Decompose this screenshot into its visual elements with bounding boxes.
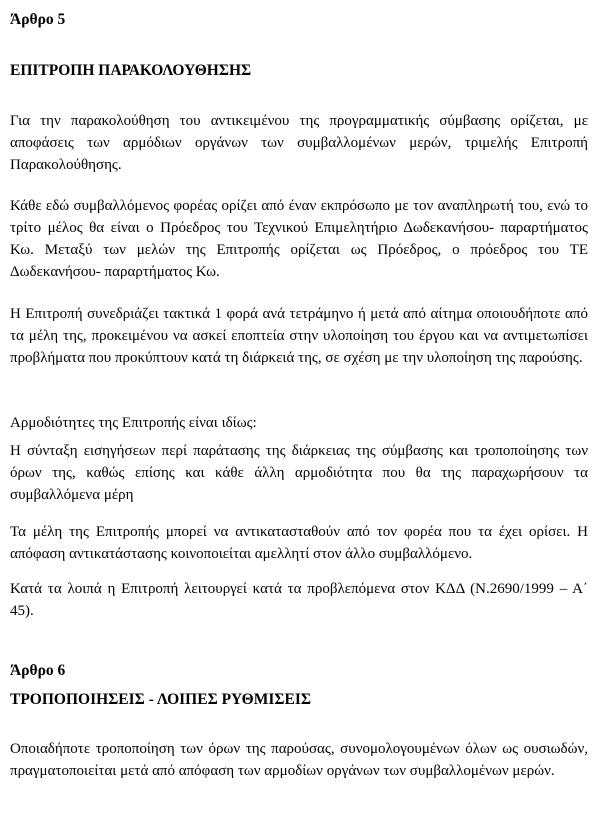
article-6-title: ΤΡΟΠΟΠΟΙΗΣΕΙΣ - ΛΟΙΠΕΣ ΡΥΘΜΙΣΕΙΣ <box>10 691 312 708</box>
article-6-paragraph-1: Οποιαδήποτε τροποποίηση των όρων της παρούσας, συνομολογουμένων όλων ως ουσιωδών, πραγματοποιείται μετά από απόφαση των αρμοδίων οργάνων των συμβαλλομένων μερών. <box>10 741 588 779</box>
article-5-paragraph-5: Η σύνταξη εισηγήσεων περί παράτασης της διάρκειας της σύμβασης και τροποποίησης των όρων της, καθώς επίσης και κάθε άλλη αρμοδιότητα που θα της παραχωρήσουν τα συμβαλλόμενα μέρη <box>10 443 588 503</box>
article-6-number: Άρθρο 6 <box>10 662 66 679</box>
article-5-paragraph-2: Κάθε εδώ συμβαλλόμενος φορέας ορίζει από έναν εκπρόσωπο με τον αναπληρωτή του, ενώ το τρίτο μέλος θα είναι ο Πρόεδρος του Τεχνικού Επιμελητήριο Δωδεκανήσου- παραρτήματος Κω. Μεταξύ των μελών της Επιτροπής ορίζεται ως Πρόεδρος, ο πρόεδρος του ΤΕ Δωδεκανήσου- παραρτήματος Κω. <box>10 198 588 280</box>
article-5-title: ΕΠΙΤΡΟΠΗ ΠΑΡΑΚΟΛΟΥΘΗΣΗΣ <box>10 62 252 79</box>
article-5-number: Άρθρο 5 <box>10 11 66 28</box>
article-5-paragraph-6: Τα μέλη της Επιτροπής μπορεί να αντικατασταθούν από τον φορέα που τα έχει ορίσει. Η απόφαση αντικατάστασης κοινοποιείται αμελλητί στον άλλο συμβαλλόμενο. <box>10 524 588 562</box>
article-5-paragraph-7: Κατά τα λοιπά η Επιτροπή λειτουργεί κατά τα προβλεπόμενα στον ΚΔΔ (Ν.2690/1999 – Α΄ 45). <box>10 581 588 619</box>
article-5-paragraph-1: Για την παρακολούθηση του αντικειμένου της προγραμματικής σύμβασης ορίζεται, με αποφάσεις των αρμόδιων οργάνων των συμβαλλομένων μερών, τριμελής Επιτροπή Παρακολούθησης. <box>10 113 588 173</box>
article-5-paragraph-4: Αρμοδιότητες της Επιτροπής είναι ιδίως: <box>10 415 257 431</box>
article-5-paragraph-3: Η Επιτροπή συνεδριάζει τακτικά 1 φορά ανά τετράμηνο ή μετά από αίτημα οποιουδήποτε από τα μέλη της, προκειμένου να ασκεί εποπτεία στην υλοποίηση του έργου και να αντιμετωπίσει προβλήματα που προκύπτουν κατά τη διάρκειά της, σε σχέση με την υλοποίηση της παρούσης. <box>10 306 588 366</box>
